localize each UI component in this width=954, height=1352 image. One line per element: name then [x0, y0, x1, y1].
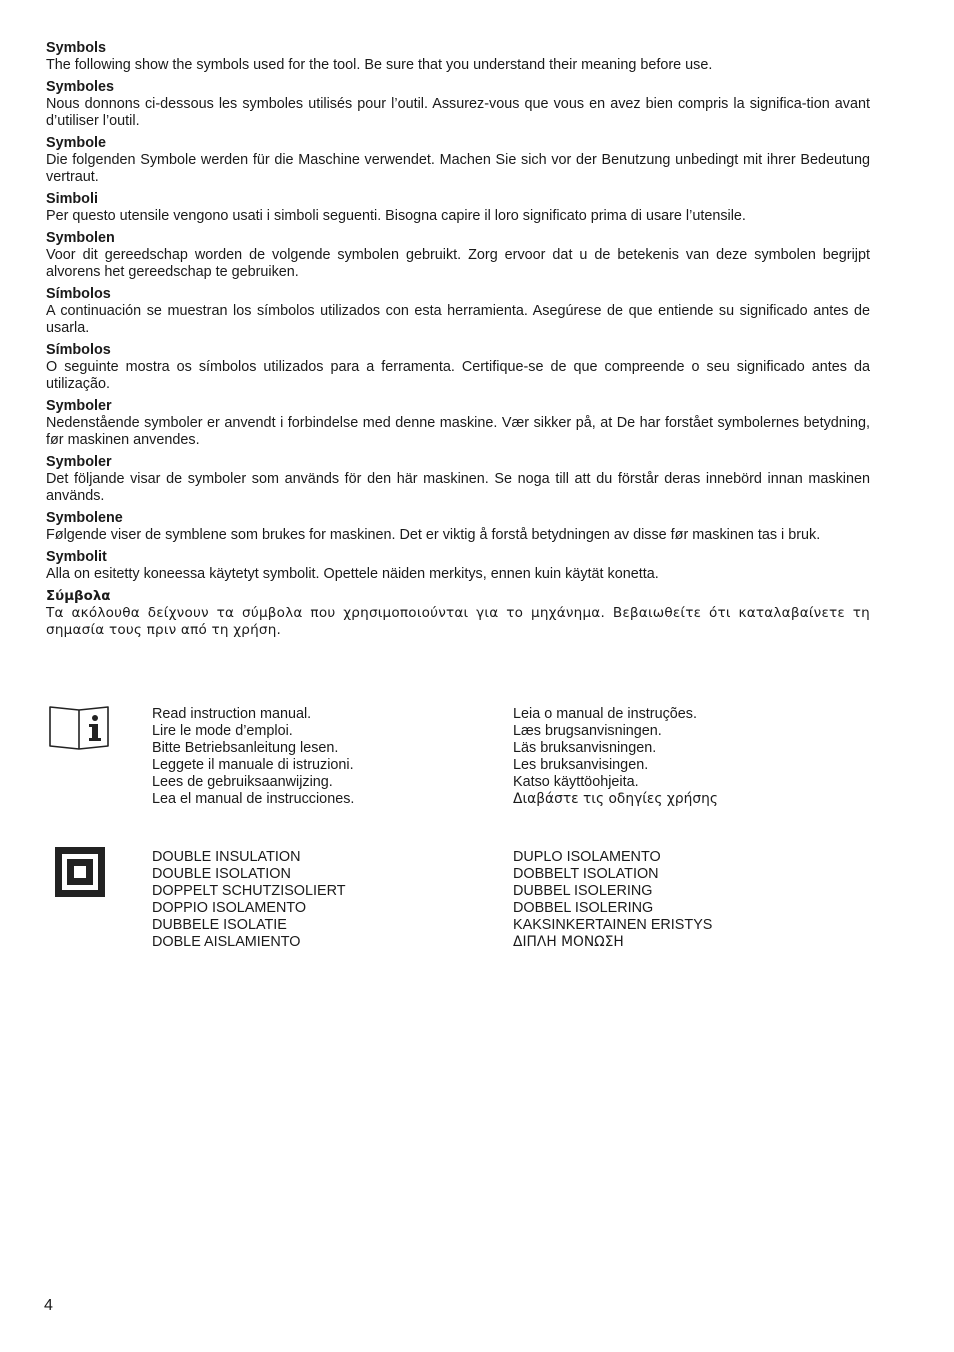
manual-line: Διαβάστε τις οδηγίες χρήσης: [513, 791, 718, 807]
insulation-line: DOBBELT ISOLATION: [513, 866, 659, 882]
insulation-line: DOPPIO ISOLAMENTO: [152, 900, 307, 916]
manual-line: Leggete il manuale di istruzioni.: [152, 757, 354, 773]
manual-line: Bitte Betriebsanleitung lesen.: [152, 740, 339, 756]
insulation-line: KAKSINKERTAINEN ERISTYS: [513, 917, 713, 933]
insulation-line: DOUBLE INSULATION: [152, 849, 301, 865]
manual-text-right: [513, 706, 718, 808]
section-no: [46, 510, 870, 544]
section-fi: [46, 549, 870, 583]
section-sv: [46, 454, 870, 505]
insulation-text-left: [152, 849, 346, 951]
manual-line: Läs bruksanvisningen.: [513, 740, 657, 756]
section-heading: Symboler: [46, 398, 112, 414]
manual-line: Lees de gebruiksaanwijzing.: [152, 774, 333, 790]
section-heading: Símbolos: [46, 286, 111, 302]
section-heading: Symbolen: [46, 230, 115, 246]
section-heading: Symbole: [46, 135, 106, 151]
manual-line: Read instruction manual.: [152, 706, 312, 722]
section-heading: Símbolos: [46, 342, 111, 358]
insulation-line: DUPLO ISOLAMENTO: [513, 849, 661, 865]
section-heading: Simboli: [46, 191, 98, 207]
section-heading: Symboler: [46, 454, 112, 470]
section-nl: [46, 230, 870, 281]
section-text: Det följande visar de symboler som används för den här maskinen. Se noga till att du förstår deras innebörd innan maskinen används.: [46, 471, 870, 504]
section-text: Nous donnons ci-dessous les symboles utilisés pour l’outil. Assurez-vous que vous en avez bien compris la significa-tion avant d’utiliser l’outil.: [46, 96, 870, 129]
section-text: Τα ακόλουθα δείχνουν τα σύμβολα που χρησιμοποιούνται για το μηχάνημα. Βεβαιωθείτε ότι καταλαβαίνετε τη σημασία τους πριν από τη χρήση.: [46, 605, 870, 638]
insulation-text-right: [513, 849, 712, 951]
section-es: [46, 286, 870, 337]
double-insulation-icon: [55, 847, 105, 897]
intro-sections: [46, 40, 870, 644]
section-pt: [46, 342, 870, 393]
insulation-line: DOPPELT SCHUTZISOLIERT: [152, 883, 346, 899]
section-text: Per questo utensile vengono usati i simboli seguenti. Bisogna capire il loro significato prima di usare l’utensile.: [46, 208, 746, 224]
manual-line: Les bruksanvisingen.: [513, 757, 649, 773]
section-de: [46, 135, 870, 186]
section-text: Følgende viser de symblene som brukes for maskinen. Det er viktig å forstå betydningen av disse før maskinen tas i bruk.: [46, 527, 821, 543]
section-text: A continuación se muestran los símbolos utilizados con esta herramienta. Asegúrese de que entiende su significado antes de usarla.: [46, 303, 870, 336]
insulation-line: DUBBEL ISOLERING: [513, 883, 653, 899]
section-text: Nedenstående symboler er anvendt i forbindelse med denne maskine. Vær sikker på, at De har forstået symbolernes betydning, før maskinen anvendes.: [46, 415, 870, 448]
manual-line: Lea el manual de instrucciones.: [152, 791, 355, 807]
manual-line: Katso käyttöohjeita.: [513, 774, 639, 790]
section-it: [46, 191, 870, 225]
insulation-line: DOBLE AISLAMIENTO: [152, 934, 301, 950]
section-text: The following show the symbols used for the tool. Be sure that you understand their meaning before use.: [46, 57, 713, 73]
section-el: [46, 588, 870, 639]
manual-line: Læs brugsanvisningen.: [513, 723, 662, 739]
section-heading: Symbolit: [46, 549, 107, 565]
manual-line: Lire le mode d’emploi.: [152, 723, 293, 739]
section-text: Alla on esitetty koneessa käytetyt symbolit. Opettele näiden merkitys, ennen kuin käytät konetta.: [46, 566, 659, 582]
section-fr: [46, 79, 870, 130]
section-en: [46, 40, 870, 74]
section-text: O seguinte mostra os símbolos utilizados para a ferramenta. Certifique-se de que compreende o seu significado antes da utilização.: [46, 359, 870, 392]
insulation-line: ΔΙΠΛΗ ΜΟΝΩΣΗ: [513, 934, 624, 950]
page-number: 4: [44, 1297, 53, 1314]
insulation-line: DOUBLE ISOLATION: [152, 866, 291, 882]
instruction-manual-icon: [46, 704, 112, 752]
section-heading: Symbols: [46, 40, 106, 56]
manual-text-left: [152, 706, 354, 808]
manual-line: Leia o manual de instruções.: [513, 706, 697, 722]
section-da: [46, 398, 870, 449]
section-text: Voor dit gereedschap worden de volgende symbolen gebruikt. Zorg ervoor dat u de betekenis van deze symbolen begrijpt alvorens het gereedschap te gebruiken.: [46, 247, 870, 280]
insulation-line: DOBBEL ISOLERING: [513, 900, 654, 916]
insulation-line: DUBBELE ISOLATIE: [152, 917, 287, 933]
section-heading: Σύμβολα: [46, 589, 111, 604]
section-text: Die folgenden Symbole werden für die Maschine verwendet. Machen Sie sich vor der Benutzung unbedingt mit ihrer Bedeutung vertraut.: [46, 152, 870, 185]
section-heading: Symbolene: [46, 510, 123, 526]
section-heading: Symboles: [46, 79, 114, 95]
